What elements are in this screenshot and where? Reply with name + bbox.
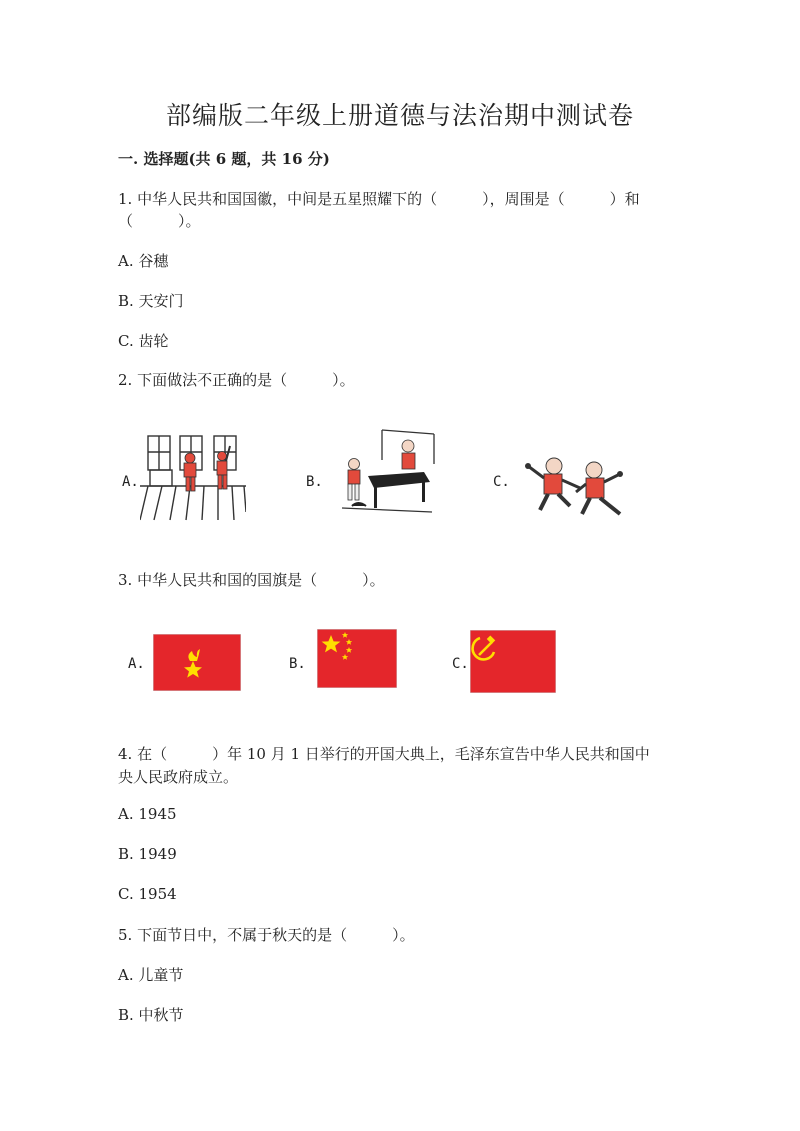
question-3-flag-a-young-pioneers[interactable]	[153, 634, 241, 691]
question-2-label-c[interactable]: C.	[493, 474, 510, 490]
question-2-text: 2. 下面做法不正确的是（ ）。	[118, 371, 355, 389]
question-4-option-c[interactable]: C. 1954	[118, 885, 177, 903]
question-1-option-b[interactable]: B. 天安门	[118, 292, 184, 310]
question-4-text-line2: 央人民政府成立。	[118, 768, 239, 786]
question-2-label-a[interactable]: A.	[122, 474, 139, 490]
question-1-text-line2: （ ）。	[118, 212, 201, 230]
question-2-picture-a-window-climbing[interactable]	[140, 432, 246, 522]
question-3-flag-c-party-flag[interactable]	[470, 630, 556, 693]
question-2-label-b[interactable]: B.	[306, 474, 323, 490]
question-4-text-line1: 4. 在（ ）年 10 月 1 日举行的开国大典上，毛泽东宣告中华人民共和国中	[118, 745, 650, 763]
page-title: 部编版二年级上册道德与法治期中测试卷	[165, 101, 634, 130]
question-5-option-b[interactable]: B. 中秋节	[118, 1006, 184, 1024]
question-1-text-line1: 1. 中华人民共和国国徽，中间是五星照耀下的（ ），周围是（ ）和	[118, 190, 640, 208]
question-3-label-c[interactable]: C.	[452, 656, 469, 672]
question-4-option-a[interactable]: A. 1945	[118, 805, 177, 823]
question-3-label-b[interactable]: B.	[289, 656, 306, 672]
question-2-picture-c-fighting[interactable]	[522, 454, 628, 524]
section-heading: 一. 选择题(共 6 题，共 16 分)	[118, 150, 330, 168]
question-3-label-a[interactable]: A.	[128, 656, 145, 672]
question-1-option-c[interactable]: C. 齿轮	[118, 332, 169, 350]
question-4-option-b[interactable]: B. 1949	[118, 845, 177, 863]
question-2-picture-b-cleaning-classroom[interactable]	[332, 428, 438, 516]
question-5-text: 5. 下面节日中，不属于秋天的是（ ）。	[118, 926, 415, 944]
question-3-text: 3. 中华人民共和国的国旗是（ ）。	[118, 571, 385, 589]
question-1-option-a[interactable]: A. 谷穗	[118, 252, 169, 270]
question-3-flag-b-national-flag[interactable]	[317, 629, 397, 688]
question-5-option-a[interactable]: A. 儿童节	[118, 966, 184, 984]
